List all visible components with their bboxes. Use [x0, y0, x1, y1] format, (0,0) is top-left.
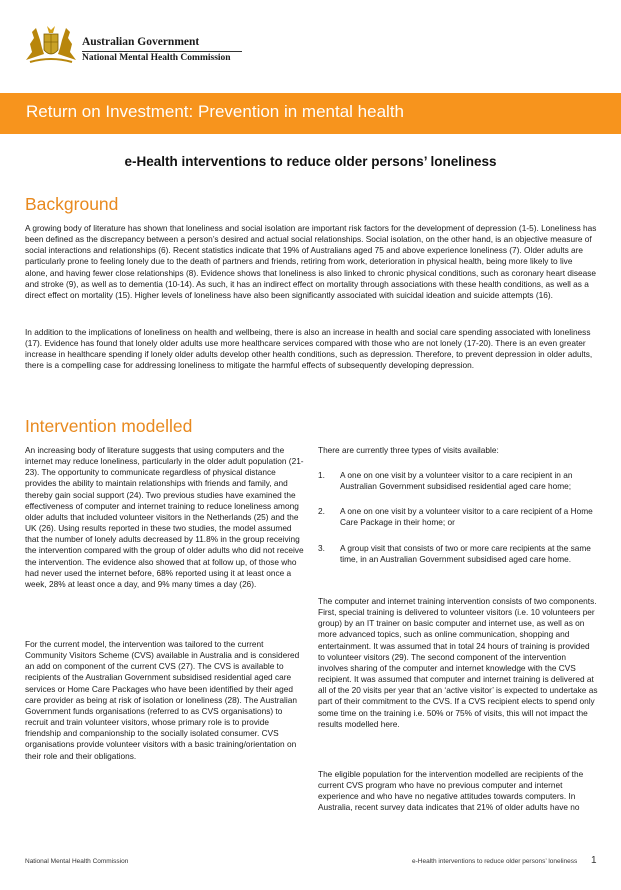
intervention-left-paragraph-1: An increasing body of literature suggests that using computers and the internet may reduce loneliness, particularly in the older adult population (21-23). The opportunity to communicate regardless of physical distance provides the ability to maintain relationships with friends and family, and thereby gain social support (24). Two previous studies have examined the effectiveness of computer and internet training to reduce loneliness among older adults that included volunteer visitors in the Netherlands (25) and the UK (26). Using results reported in these two studies, the model assumed that the number of lonely adults decreased by 11.8% in the group receiving the intervention compared with the group of older adults who did not receive the intervention. The evidence also showed that at follow up, of those who had never used the internet before, 68% reported using it at least once a week, 28% at least once a day, and 9% many times a day (26). — [25, 445, 304, 589]
government-logo — [22, 22, 282, 72]
list-item-text: A group visit that consists of two or more care recipients at the same time, in an Australian Government subsidised aged care home. — [340, 543, 591, 565]
intervention-right-paragraph-2: The computer and internet training intervention consists of two components. First, special training is delivered to volunteer visitors (i.e. 10 volunteers per group) by an IT trainer on basic computer and internet use, as well as on more advanced topics, such as online communication, shopping and entertainment. It was assumed that in total 24 hours of training is provided to volunteer visitors (29). The second component of the intervention involves sharing of the computer and internet knowledge with the CVS recipient. It was assumed that computer and internet training is delivered at all of the 20 visits per year that an ‘active visitor’ is expected to undertake as part of their commitment to the CVS. If a CVS recipient elects to spend only some time on the training i.e. 50% or 75% of visits, this will not impact the results modelled here. — [318, 596, 598, 729]
list-item-text: A one on one visit by a volunteer visitor to a care recipient in an Australian Government subsidised residential aged care home; — [340, 470, 573, 492]
header-divider — [82, 51, 242, 52]
footer-document-title: e-Health interventions to reduce older persons’ loneliness — [412, 858, 578, 865]
list-item-number: 2. — [318, 506, 325, 516]
coat-of-arms-icon — [22, 22, 80, 64]
document-subtitle: e-Health interventions to reduce older persons’ loneliness — [124, 154, 497, 169]
commission-name: National Mental Health Commission — [82, 53, 231, 63]
background-heading: Background — [25, 194, 119, 214]
list-item-text: A one on one visit by a volunteer visitor to a care recipient of a Home Care Package in their home; or — [340, 506, 593, 528]
visits-intro: There are currently three types of visits available: — [318, 445, 499, 455]
list-item-number: 3. — [318, 543, 325, 553]
title-banner — [0, 93, 621, 134]
footer-organisation: National Mental Health Commission — [25, 858, 129, 865]
government-name: Australian Government — [82, 36, 200, 48]
list-item-number: 1. — [318, 470, 325, 480]
banner-title: Return on Investment: Prevention in mental health — [26, 102, 404, 121]
intervention-left-paragraph-2: For the current model, the intervention was tailored to the current Community Visitors Scheme (CVS) available in Australia and is considered an add on component of the current CVS (27). The CVS is available to recipients of the Australian Government subsidised residential aged care services or Home Care Packages who have been identified by their aged care provider as being at risk of isolation or loneliness (28). The Australian Government funds organisations (referred to as CVS organisations) to recruit and train volunteer visitors, whose primary role is to provide friendship and companionship to the socially isolated consumer. CVS organisations provide volunteer visitors with a basic training/orientation on their role and their obligations. — [25, 639, 300, 761]
background-paragraph-1: A growing body of literature has shown that loneliness and social isolation are important risk factors for the development of depression (1-5). Loneliness has been defined as the discrepancy between a person’s desired and actual social relationships. Social isolation, on the other hand, is an objective measure of social interactions and relationships (6). Recent statistics indicate that 19% of Australians aged 75 and above experience loneliness (7). Older adults are particularly prone to feeling lonely due to the death of partners and friends, retiring from work, deterioration in physical health, being more likely to live alone, and having fewer close relationships (8). Evidence shows that loneliness is also linked to chronic physical conditions, such as coronary heart disease and stroke (9), as well as to dementia (10-14). As such, it has an indirect effect on mortality through associations with these health conditions, as well as a direct effect on mortality (15). Higher levels of loneliness have also been significantly associated with suicidal ideation and suicide attempts (16). — [25, 223, 597, 300]
intervention-right-paragraph-3: The eligible population for the intervention modelled are recipients of the current CVS program who have no previous computer and internet experience and who have no negative attitudes towards computers. In Australia, recent survey data indicates that 21% of older adults have no — [318, 769, 584, 813]
background-paragraph-2: In addition to the implications of loneliness on health and wellbeing, there is also an increase in health and social care spending associated with loneliness (17). Evidence has found that lonely older adults use more healthcare services compared with those who are not lonely (17-20). There is an even greater increase in healthcare spending if lonely older adults develop other health conditions, such as depression. Therefore, to prevent depression in older adults, there is a compelling case for addressing loneliness to mitigate the harmful effects of subsequently developing depression. — [25, 327, 593, 371]
page-number: 1 — [591, 855, 597, 866]
intervention-heading: Intervention modelled — [25, 416, 193, 436]
